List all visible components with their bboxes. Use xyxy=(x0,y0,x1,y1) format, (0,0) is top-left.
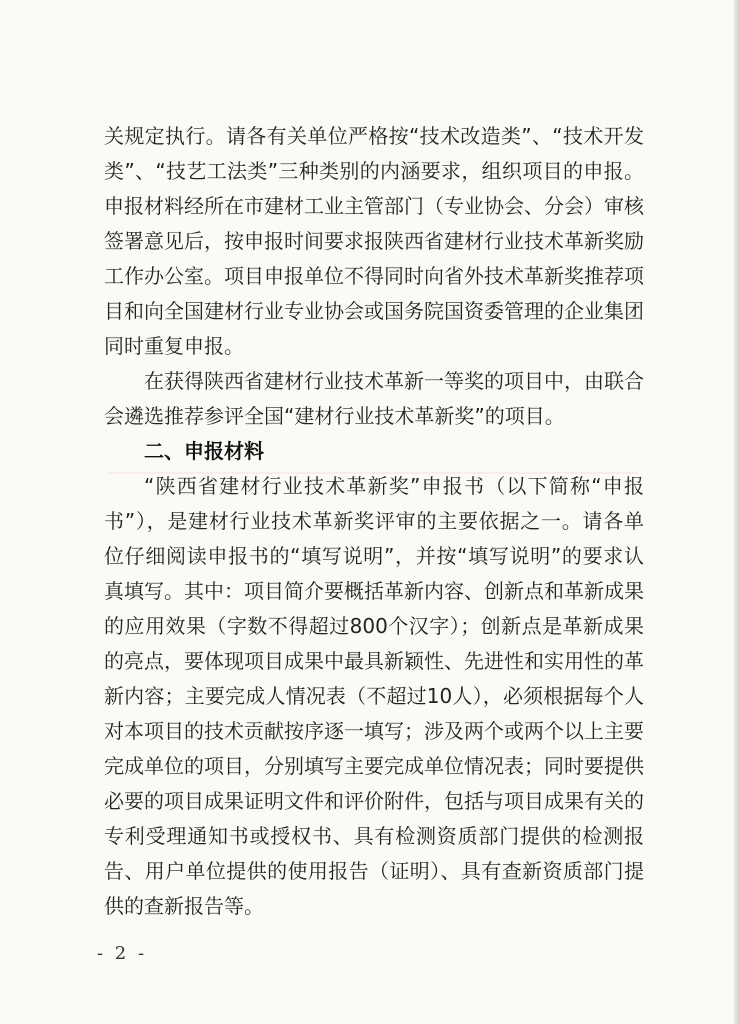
document-body xyxy=(104,119,644,924)
page-number: - 2 - xyxy=(97,943,148,964)
section-heading xyxy=(104,434,644,469)
section-heading-text: 二、申报材料 xyxy=(144,439,264,463)
scan-edge-shadow xyxy=(734,0,740,1024)
paragraph-materials: “陕西省建材行业技术革新奖”申报书（以下简称“申报书”），是建材行业技术革新奖评审的主要依据之一。请各单位仔细阅读申报书的“填写说明”，并按“填写说明”的要求认真填写。其中：项目简介要概括革新内容、创新点和革新成果的应用效果（字数不得超过800个汉字）；创新点是革新成果的亮点，要体现项目成果中最具新颖性、先进性和实用性的革新内容；主要完成人情况表（不超过10人），必须根据每个人对本项目的技术贡献按序逐一填写；涉及两个或两个以上主要完成单位的项目，分别填写主要完成单位情况表；同时要提供必要的项目成果证明文件和评价附件，包括与项目成果有关的专利受理通知书或授权书、具有检测资质部门提供的检测报告、用户单位提供的使用报告（证明）、具有查新资质部门提供的查新报告等。 xyxy=(104,474,644,918)
paragraph-continuation: 关规定执行。请各有关单位严格按“技术改造类”、“技术开发类”、“技艺工法类”三种类别的内涵要求，组织项目的申报。申报材料经所在市建材工业主管部门（专业协会、分会）审核签署意见后，按申报时间要求报陕西省建材行业技术革新奖励工作办公室。项目申报单位不得同时向省外技术革新奖推荐项目和向全国建材行业专业协会或国务院国资委管理的企业集团同时重复申报。 xyxy=(104,124,644,358)
paragraph-recommendation: 在获得陕西省建材行业技术革新一等奖的项目中，由联合会遴选推荐参评全国“建材行业技术革新奖”的项目。 xyxy=(104,369,644,428)
